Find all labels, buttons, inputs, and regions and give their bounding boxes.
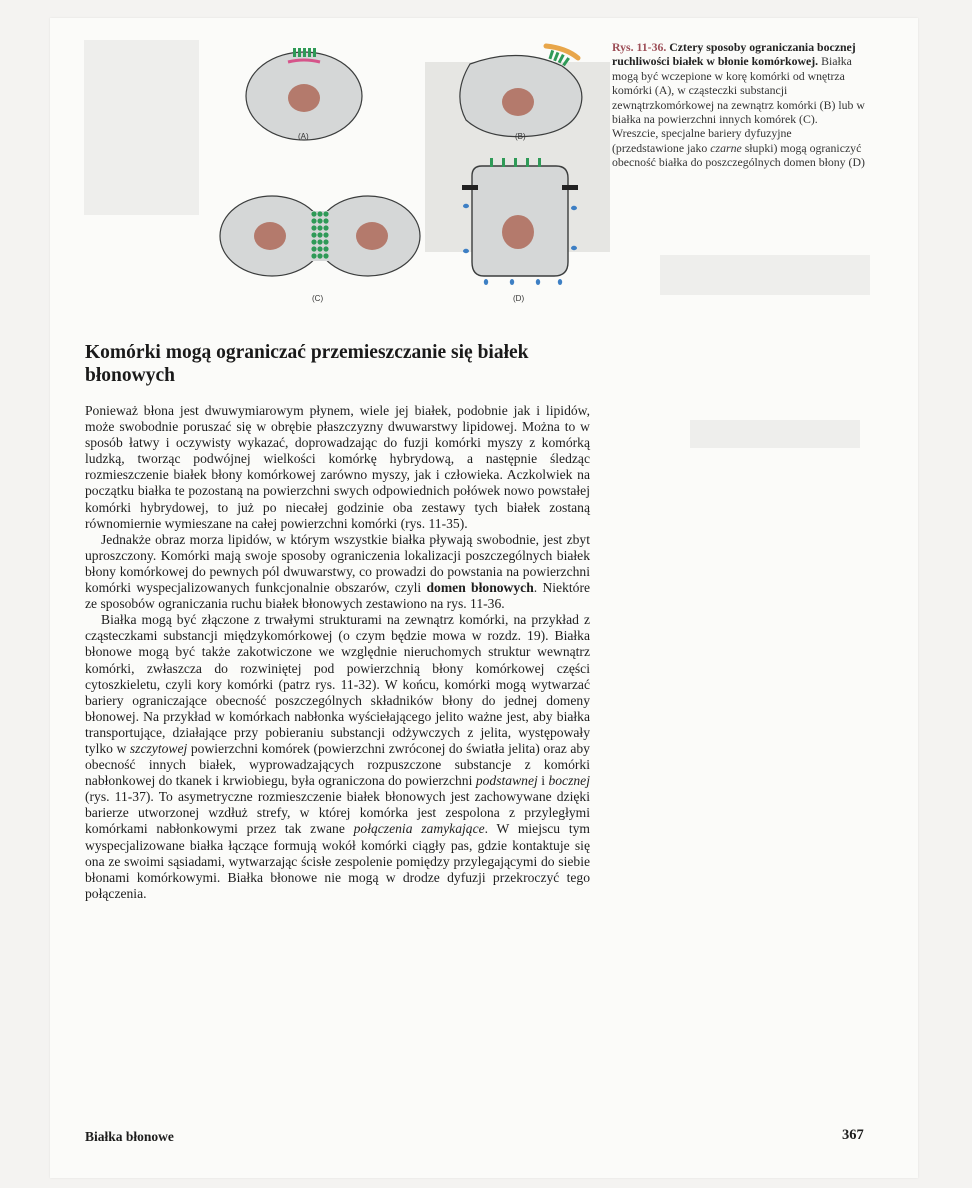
- term-domeny: domen błonowych: [426, 580, 534, 596]
- caption-lead: [612, 40, 856, 68]
- figure-caption: [612, 40, 866, 170]
- panel-label-d: (D): [513, 294, 525, 303]
- term-podstawnej: podstawnej: [475, 773, 538, 789]
- section-heading: Komórki mogą ograniczać przemieszczanie się białek błonowych: [85, 342, 529, 386]
- figure-11-36: [200, 36, 600, 311]
- panel-label-a: (A): [298, 132, 309, 141]
- paragraph-3-part-d: (rys. 11-37). To asymetryczne rozmieszczenie białek błonowych jest zachowywane dzięki barierze utworzonej wzdłuż strefy, w której komórka jest zespolona z przyległymi komórkami nabłonkowymi przez tak zwane: [85, 789, 590, 837]
- nucleus-a: [288, 84, 320, 112]
- term-bocznej: bocznej: [548, 773, 590, 789]
- nucleus-d: [502, 215, 534, 249]
- page-number: 367: [842, 1127, 864, 1143]
- term-polaczenia: połączenia zamykające: [353, 821, 485, 837]
- bleed-through-left: [84, 40, 199, 215]
- panel-b-cell: [460, 46, 582, 137]
- panel-a-cell: [246, 48, 362, 140]
- paragraph-3-part-b: powierzchni komórek (powierzchni zwróconej do światła jelita) oraz aby obecność innych białek, wyprowadzających rozpuszczone substancje z komórki nabłonkowej do tkanek i krwiobiegu, była ograniczona do powierzchni: [85, 740, 590, 789]
- panel-c-cells: [220, 196, 420, 276]
- body-text: [85, 403, 590, 902]
- nucleus-b: [502, 88, 534, 116]
- paragraph-3-part-c: i: [541, 773, 545, 789]
- caption-italic: czarne: [710, 140, 742, 155]
- figure-diagram: [200, 36, 600, 311]
- panel-label-c: (C): [312, 294, 324, 303]
- panel-label-b: (B): [515, 132, 526, 141]
- term-szczytowej: szczytowej: [129, 740, 188, 756]
- bleed-through-right: [660, 255, 870, 295]
- nucleus-c-left: [254, 222, 286, 250]
- caption-text-after: słupki) mogą ograniczyć obecność białka do poszczególnych domen błony (D): [612, 140, 865, 170]
- paragraph-2: [85, 532, 590, 612]
- green-proteins-c: [311, 211, 328, 258]
- paragraph-1: Ponieważ błona jest dwuwymiarowym płynem, wiele jej białek, podobnie jak i lipidów, może swobodnie poruszać się w obrębie płaszczyzny dwuwarstwy lipidowej. Można to w sposób łatwy i oczywisty wykazać, doprowadzając do fuzji komórki myszy z komórką ludzką, tworząc podwójnej wielkości komórkę hybrydową, a następnie śledząc rozmieszczenie białek błony komórkowej zarówno myszy, jak i człowieka. Aczkolwiek na początku białka te pozostaną na powierzchni swych odpowiednich połówek nowo powstałej komórki hybrydowej, to już po niecałej godzinie oba zestawy tych białek zostaną równomiernie wymieszane na całej powierzchni komórki (rys. 11-35).: [85, 403, 590, 531]
- paragraph-3: [85, 612, 590, 902]
- caption-text-before: Białka mogą być wczepione w korę komórki od wnętrza komórki (A), w cząsteczki substancji zewnątrzkomórkowej na zewnątrz komórki (B) lub w białka na powierzchni innych komórek (C). Wreszcie, specjalne bariery dyfuzyjne (przedstawione jako: [612, 54, 865, 155]
- running-title: Białka błonowe: [85, 1129, 174, 1144]
- paragraph-3-part-e: . W miejscu tym wyspecjalizowane białka łączące formują wokół komórki ciągły pas, gdzie kontaktuje się ona ze swoimi sąsiadami, wytwarzając ścisłe zespolenie pomiędzy przylegającymi do siebie błonami komórkowymi. Białka błonowe nie mogą w drodze dyfuzji przekroczyć tego połączenia.: [85, 821, 590, 901]
- bleed-through-right-2: [690, 420, 860, 448]
- caption-title: Cztery sposoby ograniczania bocznej ruchliwości białek w błonie komórkowej.: [612, 40, 856, 69]
- nucleus-c-right: [356, 222, 388, 250]
- caption-number: Rys. 11-36.: [612, 40, 667, 54]
- paragraph-3-part-a: Białka mogą być złączone z trwałymi strukturami na zewnątrz komórki, na przykład z cząsteczkami substancji międzykomórkowej (o czym będzie mowa w rozdz. 19). Białka błonowe mogą być także zakotwiczone we względnie nieruchomych struktur wewnątrz komórki, zwłaszcza do rozwiniętej pod powierzchnią błony komórkowej części cytoszkieletu, czyli kory komórki (patrz rys. 11-32). W końcu, komórki mogą wytwarzać bariery ograniczające obecność poszczególnych składników błony do jednej domeny błonowej. Na przykład w komórkach nabłonka wyściełającego jelito ważne jest, aby białka transportujące, działające przy pobieraniu substancji odżywczych z jelita, występowały tylko w: [85, 612, 590, 756]
- paragraph-2-part-b: . Niektóre ze sposobów ograniczania ruchu białek błonowych zestawiono na rys. 11-36.: [85, 580, 591, 612]
- paragraph-2-part-a: Jednakże obraz morza lipidów, w którym wszystkie białka pływają swobodnie, jest zbyt uproszczony. Komórki mają swoje sposoby ograniczenia lokalizacji poszczególnych białek błony komórkowej do pewnych pól dwuwarstwy, co prowadzi do powstania na powierzchni komórki wyspecjalizowanych funkcjonalnie obszarów, czyli: [85, 531, 590, 596]
- panel-d-cell: [462, 158, 578, 285]
